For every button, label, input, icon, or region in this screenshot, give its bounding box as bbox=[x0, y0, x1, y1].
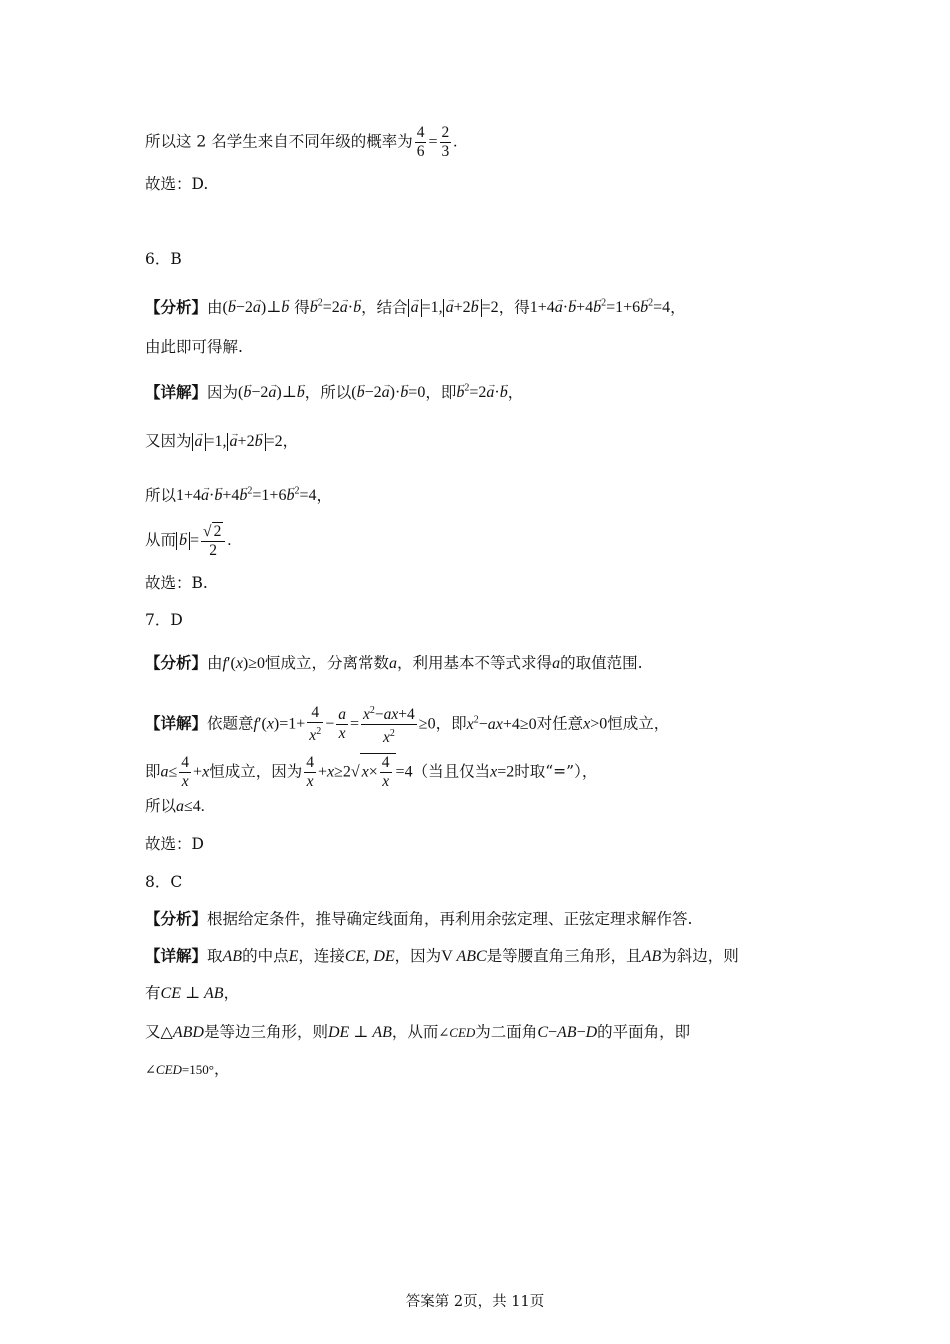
question-number: 6．B bbox=[145, 250, 182, 268]
question-number: 7．D bbox=[145, 611, 183, 629]
analysis-line: 【分析】由f′(x)≥0恒成立，分离常数a，利用基本不等式求得a的取值范围. bbox=[145, 653, 643, 672]
text-line: 所以这 2 名学生来自不同年级的概率为 $\frac{4}{6}$ = $\frac{2}{3}$ . bbox=[145, 124, 458, 160]
question-number: 8．C bbox=[145, 873, 183, 891]
text-line: 所以$1+4\to a\cdot\to b+4\to b^2=1+6\to b^2=4$， bbox=[145, 481, 332, 507]
text-line: 又因为→ a =1,→ a+2→ b =2， bbox=[145, 430, 298, 453]
text-line: ∠CED=150°， bbox=[145, 1060, 230, 1078]
text-line: 由此即可得解. bbox=[145, 338, 243, 356]
detail-line: 【详解】依题意f′(x)=1+ $\frac{4}{x^2}$ − $\frac{a}{x}$ = $\frac{x^2-ax+4}{x^2}$ ≥0，即$x^2-ax+4\ge 0$对任意x>0恒成立， bbox=[145, 702, 669, 747]
fraction: $\frac{√ 2}{2}$ bbox=[201, 522, 225, 560]
text-line: 即a≤ $\frac{4}{x}$ +x恒成立，因为 $\frac{4}{x}$ +x≥2√ x× $\frac{4}{x}$ =4（当且仅当x=2时取“=”）， bbox=[145, 754, 598, 790]
detail-line: 【详解】取AB的中点E，连接CE, DE，因为V ABC是等腰直角三角形，且AB为斜边，则 bbox=[145, 946, 739, 965]
text-line: 故选：D. bbox=[145, 175, 209, 193]
text-line: 又△ABD是等边三角形，则DE ⊥ AB，从而∠CED为二面角C−AB−D的平面角，即 bbox=[145, 1023, 691, 1041]
text-line: 故选：D bbox=[145, 835, 204, 853]
analysis-line: 【分析】由(→ b−2→ a)⊥→ b 得→ $b^2=2\to a\cdot\to b$，结合→ a =1,→ a+2→ b =2，得$1+4\to a\cdot\to b+4\to b^2=1+6\to b^2=4$， bbox=[145, 293, 686, 319]
text-line: 从而→ b = $\frac{√ 2}{2}$ . bbox=[145, 522, 231, 560]
detail-line: 【详解】因为(→ b−2→ a)⊥→ b，所以(→ b−2→ a)·→ b=0，即→ $b^2=2\to a\cdot\to b$， bbox=[145, 378, 523, 404]
fraction: $\frac{2}{3}$ bbox=[441, 124, 450, 160]
page-footer: 答案第 2页，共 11页 bbox=[405, 1294, 545, 1310]
text-line: 故选：B. bbox=[145, 574, 208, 592]
analysis-line: 【分析】根据给定条件，推导确定线面角，再利用余弦定理、正弦定理求解作答. bbox=[145, 909, 693, 928]
text-line: 有CE ⊥ AB， bbox=[145, 984, 240, 1002]
text-line: 所以a≤4. bbox=[145, 797, 205, 815]
fraction: $\frac{4}{6}$ bbox=[416, 124, 425, 160]
